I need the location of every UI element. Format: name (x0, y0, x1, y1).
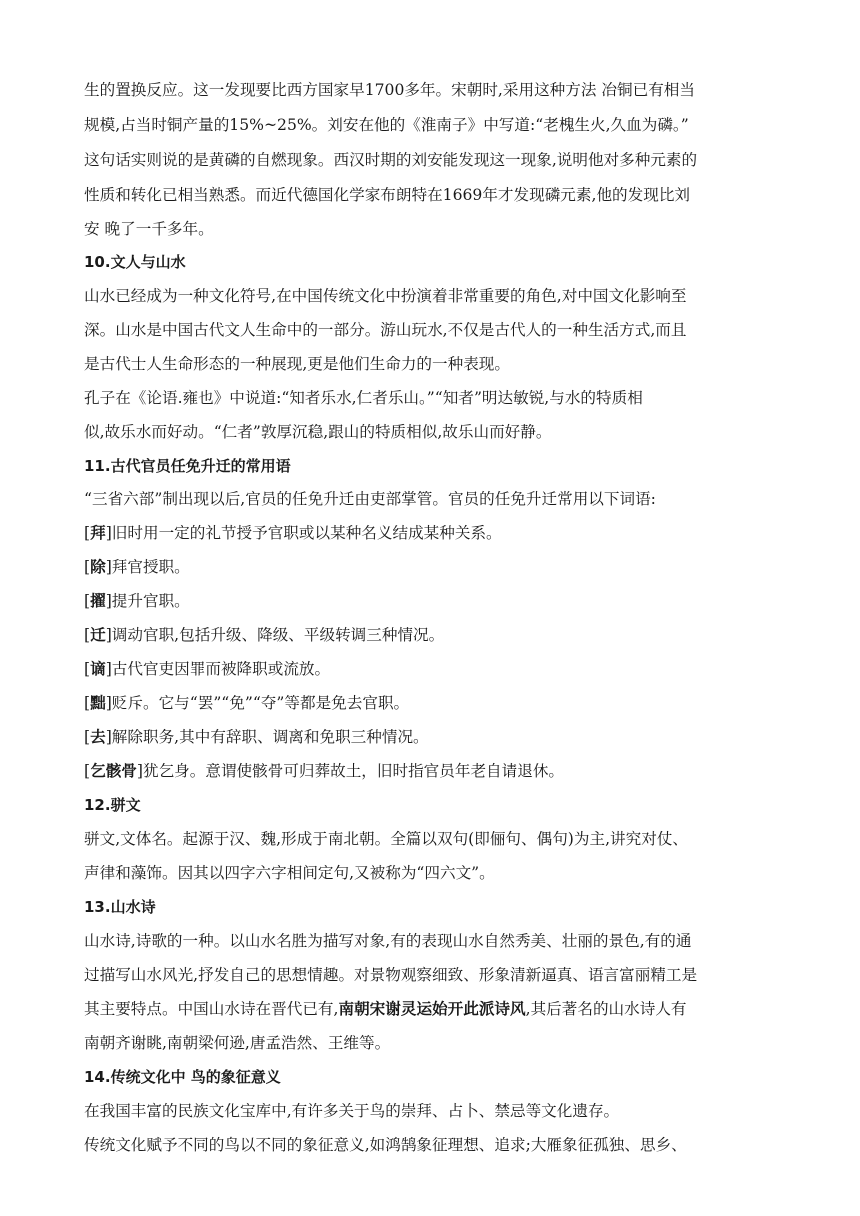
term-word: 擢 (90, 592, 106, 610)
body-text-line: 山水已经成为一种文化符号,在中国传统文化中扮演着非常重要的角色,对中国文化影响至 (84, 287, 687, 305)
term-bracket: [ (84, 558, 91, 576)
term-definition: 解除职务,其中有辞职、调离和免职三种情况。 (111, 728, 429, 746)
term-definition: 古代官吏因罪而被降职或流放。 (111, 660, 331, 678)
body-text: 其主要特点。中国山水诗在晋代已有, (84, 1000, 339, 1018)
term-entry (84, 625, 444, 645)
term-word: 乞骸骨 (90, 762, 137, 780)
body-text-line: 在我国丰富的民族文化宝库中,有许多关于鸟的崇拜、占卜、禁忌等文化遗存。 (84, 1102, 620, 1120)
body-text-line: 过描写山水风光,抒发自己的思想情趣。对景物观察细致、形象清新逼真、语言富丽精工是 (84, 966, 698, 984)
term-word: 去 (90, 728, 106, 746)
body-text-line: 规模,占当时铜产量的15%~25%。刘安在他的《淮南子》中写道:“老槐生火,久血为磷。” (84, 116, 689, 134)
body-text-line: 这句话实则说的是黄磷的自燃现象。西汉时期的刘安能发现这一现象,说明他对多种元素的 (84, 151, 698, 169)
term-definition: 拜官授职。 (111, 558, 190, 576)
term-bracket: [ (84, 524, 91, 542)
term-bracket: [ (84, 694, 91, 712)
section-heading: 14.传统文化中 鸟的象征意义 (84, 1068, 281, 1086)
term-entry (84, 761, 564, 781)
term-bracket: ] (105, 592, 112, 610)
term-bracket: ] (105, 524, 112, 542)
term-word: 拜 (90, 524, 106, 542)
body-text-line: 山水诗,诗歌的一种。以山水名胜为描写对象,有的表现山水自然秀美、壮丽的景色,有的通 (84, 932, 692, 950)
term-bracket: [ (84, 660, 91, 678)
term-word: 谪 (90, 660, 106, 678)
term-bracket: ] (105, 728, 112, 746)
term-bracket: [ (84, 592, 91, 610)
term-entry (84, 693, 409, 713)
section-heading: 13.山水诗 (84, 898, 156, 916)
body-text-line: 传统文化赋予不同的鸟以不同的象征意义,如鸿鹄象征理想、追求;大雁象征孤独、思乡、 (84, 1136, 687, 1154)
body-text-line: 骈文,文体名。起源于汉、魏,形成于南北朝。全篇以双句(即俪句、偶句)为主,讲究对仗、 (84, 830, 689, 848)
term-bracket: ] (105, 558, 112, 576)
body-text-line: 安 晚了一千多年。 (84, 220, 214, 238)
body-text-line: 南朝齐谢眺,南朝梁何逊,唐孟浩然、王维等。 (84, 1034, 391, 1052)
term-entry (84, 523, 502, 543)
body-text-line: 深。山水是中国古代文人生命中的一部分。游山玩水,不仅是古代人的一种生活方式,而且 (84, 321, 687, 339)
term-word: 除 (90, 558, 106, 576)
body-text-line: 性质和转化已相当熟悉。而近代德国化学家布朗特在1669年才发现磷元素,他的发现比刘 (84, 186, 691, 204)
term-bracket: ] (136, 762, 143, 780)
term-definition: 调动官职,包括升级、降级、平级转调三种情况。 (111, 626, 445, 644)
term-entry (84, 557, 190, 577)
term-bracket: [ (84, 626, 91, 644)
term-definition: 犹乞身。意谓使骸骨可归葬故土，旧时指官员年老自请退休。 (142, 762, 565, 780)
term-definition: 贬斥。它与“罢”“免”“夺”等都是免去官职。 (111, 694, 410, 712)
body-text: ,其后著名的山水诗人有 (525, 1000, 687, 1018)
section-heading: 12.骈文 (84, 796, 141, 814)
body-text-line: 是古代士人生命形态的一种展现,更是他们生命力的一种表现。 (84, 355, 510, 373)
term-bracket: ] (105, 660, 112, 678)
body-text-line: 似,故乐水而好动。“仁者”敦厚沉稳,跟山的特质相似,故乐山而好静。 (84, 423, 552, 441)
section-heading: 11.古代官员任免升迁的常用语 (84, 457, 291, 475)
term-bracket: [ (84, 728, 91, 746)
body-text-line: 声律和藻饰。因其以四字六字相间定句,又被称为“四六文”。 (84, 864, 495, 882)
term-bracket: [ (84, 762, 91, 780)
term-entry (84, 591, 190, 611)
term-bracket: ] (105, 694, 112, 712)
term-bracket: ] (105, 626, 112, 644)
body-text-line: 孔子在《论语.雍也》中说道:“知者乐水,仁者乐山。”“知者”明达敏锐,与水的特质相 (84, 389, 643, 407)
term-definition: 旧时用一定的礼节授予官职或以某种名义结成某种关系。 (111, 524, 502, 542)
term-entry (84, 727, 429, 747)
body-text-line: “三省六部”制出现以后,官员的任免升迁由吏部掌管。官员的任免升迁常用以下词语: (84, 490, 656, 508)
term-word: 迁 (90, 626, 106, 644)
term-entry (84, 659, 330, 679)
term-definition: 提升官职。 (111, 592, 190, 610)
body-text-line: 生的置换反应。这一发现要比西方国家早1700多年。宋朝时,采用这种方法 冶铜已有相当 (84, 81, 695, 99)
term-word: 黜 (90, 694, 106, 712)
body-text-line (84, 999, 687, 1019)
emphasis-text: 南朝宋谢灵运始开此派诗风 (338, 1000, 526, 1018)
section-heading: 10.文人与山水 (84, 253, 186, 271)
